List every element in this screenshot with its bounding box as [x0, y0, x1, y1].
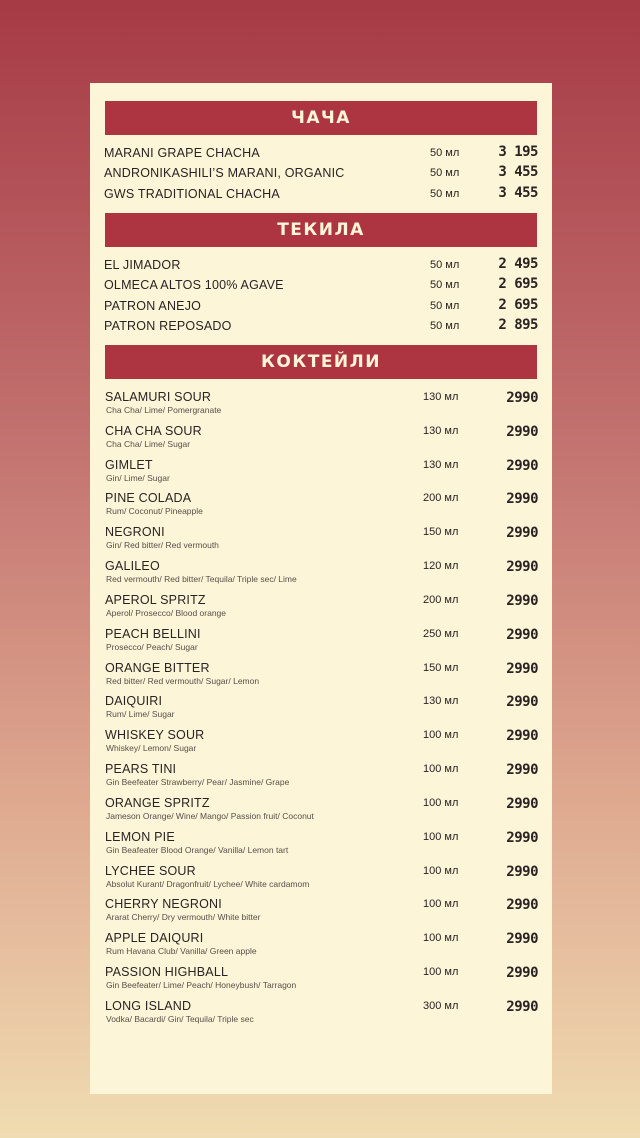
item-price: 2 895 [498, 317, 538, 333]
cocktail-name: APEROL SPRITZ [105, 593, 206, 607]
menu-item-row [104, 319, 538, 339]
menu-card [90, 83, 552, 1094]
item-volume: 50 мл [430, 279, 460, 291]
section-title-cocktails: КОКТЕЙЛИ [260, 352, 382, 372]
cocktail-ingredients: Gin/ Lime/ Sugar [106, 473, 170, 483]
cocktail-volume: 200 мл [423, 492, 459, 504]
cocktail-row [105, 762, 538, 792]
cocktail-ingredients: Jameson Orange/ Wine/ Mango/ Passion fruit/ Coconut [106, 811, 314, 821]
cocktail-name: LYCHEE SOUR [105, 864, 196, 878]
cocktail-ingredients: Whiskey/ Lemon/ Sugar [106, 743, 197, 753]
cocktail-name: GIMLET [105, 458, 153, 472]
cocktail-volume: 200 мл [423, 594, 459, 606]
cocktail-ingredients: Ararat Cherry/ Dry vermouth/ White bitter [106, 912, 261, 922]
cocktail-row [105, 999, 538, 1029]
cocktail-price: 2990 [506, 864, 538, 880]
cocktail-ingredients: Absolut Kurant/ Dragonfruit/ Lychee/ White cardamom [106, 879, 310, 889]
cocktail-volume: 130 мл [423, 459, 459, 471]
item-name: PATRON ANEJO [104, 299, 202, 313]
cocktail-volume: 300 мл [423, 1000, 459, 1012]
cocktail-name: ORANGE BITTER [105, 661, 210, 675]
cocktail-volume: 130 мл [423, 425, 459, 437]
cocktail-ingredients: Gin/ Red bitter/ Red vermouth [106, 540, 219, 550]
cocktail-volume: 130 мл [423, 391, 459, 403]
menu-item-row [104, 166, 538, 186]
cocktail-price: 2990 [506, 728, 538, 744]
cocktail-row [105, 390, 538, 420]
cocktail-price: 2990 [506, 559, 538, 575]
cocktail-name: PASSION HIGHBALL [105, 965, 229, 979]
cocktail-row [105, 491, 538, 521]
item-name: PATRON REPOSADO [104, 319, 232, 333]
cocktail-name: CHERRY NEGRONI [105, 897, 222, 911]
menu-item-row [104, 278, 538, 298]
cocktail-ingredients: Red bitter/ Red vermouth/ Sugar/ Lemon [106, 676, 260, 686]
cocktail-volume: 250 мл [423, 628, 459, 640]
cocktail-row [105, 694, 538, 724]
item-volume: 50 мл [430, 259, 460, 271]
cocktail-volume: 100 мл [423, 932, 459, 944]
cocktail-row [105, 627, 538, 657]
item-name: OLMECA ALTOS 100% AGAVE [104, 278, 284, 292]
cocktail-volume: 150 мл [423, 662, 459, 674]
cocktail-name: ORANGE SPRITZ [105, 796, 210, 810]
cocktail-price: 2990 [506, 999, 538, 1015]
section-title-chacha: ЧАЧА [291, 108, 351, 128]
item-volume: 50 мл [430, 300, 460, 312]
menu-item-row [104, 146, 538, 166]
item-name: ANDRONIKASHILI’S MARANI, ORGANIC [104, 166, 345, 180]
item-price: 3 455 [498, 185, 538, 201]
cocktail-row [105, 897, 538, 927]
cocktail-volume: 120 мл [423, 560, 459, 572]
menu-item-row [104, 187, 538, 207]
cocktail-row [105, 965, 538, 995]
cocktail-row [105, 830, 538, 860]
cocktail-price: 2990 [506, 661, 538, 677]
cocktail-price: 2990 [506, 458, 538, 474]
cocktail-name: PINE COLADA [105, 491, 192, 505]
cocktail-name: PEARS TINI [105, 762, 177, 776]
item-price: 2 495 [498, 256, 538, 272]
cocktail-row [105, 661, 538, 691]
cocktail-ingredients: Gin Beafeater Blood Orange/ Vanilla/ Lemon tart [106, 845, 289, 855]
item-price: 3 455 [498, 164, 538, 180]
cocktail-name: LEMON PIE [105, 830, 175, 844]
cocktail-price: 2990 [506, 931, 538, 947]
cocktail-ingredients: Cha Cha/ Lime/ Pomergranate [106, 405, 222, 415]
cocktail-row [105, 796, 538, 826]
cocktail-row [105, 864, 538, 894]
cocktail-row [105, 559, 538, 589]
cocktail-volume: 100 мл [423, 865, 459, 877]
item-volume: 50 мл [430, 167, 460, 179]
cocktail-name: NEGRONI [105, 525, 165, 539]
cocktail-volume: 150 мл [423, 526, 459, 538]
cocktail-ingredients: Rum/ Coconut/ Pineapple [106, 506, 203, 516]
menu-item-row [104, 258, 538, 278]
section-header-chacha [105, 101, 537, 135]
cocktail-ingredients: Vodka/ Bacardi/ Gin/ Tequila/ Triple sec [106, 1014, 254, 1024]
item-price: 2 695 [498, 276, 538, 292]
cocktail-ingredients: Rum/ Lime/ Sugar [106, 709, 175, 719]
cocktail-ingredients: Gin Beefeater Strawberry/ Pear/ Jasmine/ Grape [106, 777, 290, 787]
cocktail-volume: 130 мл [423, 695, 459, 707]
cocktail-volume: 100 мл [423, 729, 459, 741]
cocktail-price: 2990 [506, 525, 538, 541]
cocktail-row [105, 593, 538, 623]
cocktail-ingredients: Rum Havana Club/ Vanilla/ Green apple [106, 946, 257, 956]
cocktail-price: 2990 [506, 897, 538, 913]
cocktail-ingredients: Prosecco/ Peach/ Sugar [106, 642, 198, 652]
cocktail-volume: 100 мл [423, 797, 459, 809]
cocktail-name: LONG ISLAND [105, 999, 192, 1013]
cocktail-row [105, 931, 538, 961]
cocktail-row [105, 458, 538, 488]
cocktail-volume: 100 мл [423, 898, 459, 910]
section-header-tequila [105, 213, 537, 247]
cocktail-name: SALAMURI SOUR [105, 390, 212, 404]
cocktail-name: APPLE DAIQURI [105, 931, 204, 945]
cocktail-price: 2990 [506, 390, 538, 406]
cocktail-volume: 100 мл [423, 831, 459, 843]
cocktail-volume: 100 мл [423, 763, 459, 775]
item-volume: 50 мл [430, 147, 460, 159]
menu-item-row [104, 299, 538, 319]
cocktail-ingredients: Cha Cha/ Lime/ Sugar [106, 439, 191, 449]
cocktail-row [105, 728, 538, 758]
cocktail-ingredients: Aperol/ Prosecco/ Blood orange [106, 608, 227, 618]
item-price: 3 195 [498, 144, 538, 160]
item-volume: 50 мл [430, 188, 460, 200]
item-name: MARANI GRAPE CHACHA [104, 146, 260, 160]
cocktail-ingredients: Red vermouth/ Red bitter/ Tequila/ Triple sec/ Lime [106, 574, 297, 584]
cocktail-name: PEACH BELLINI [105, 627, 201, 641]
cocktail-price: 2990 [506, 593, 538, 609]
item-price: 2 695 [498, 297, 538, 313]
cocktail-price: 2990 [506, 965, 538, 981]
cocktail-price: 2990 [506, 830, 538, 846]
item-name: EL JIMADOR [104, 258, 181, 272]
cocktail-price: 2990 [506, 627, 538, 643]
cocktail-volume: 100 мл [423, 966, 459, 978]
cocktail-price: 2990 [506, 491, 538, 507]
item-volume: 50 мл [430, 320, 460, 332]
section-header-cocktails [105, 345, 537, 379]
cocktail-price: 2990 [506, 694, 538, 710]
cocktail-name: GALILEO [105, 559, 160, 573]
cocktail-name: DAIQUIRI [105, 694, 163, 708]
cocktail-price: 2990 [506, 424, 538, 440]
cocktail-name: CHA CHA SOUR [105, 424, 202, 438]
cocktail-name: WHISKEY SOUR [105, 728, 205, 742]
cocktail-price: 2990 [506, 796, 538, 812]
cocktail-row [105, 424, 538, 454]
item-name: GWS TRADITIONAL CHACHA [104, 187, 280, 201]
section-title-tequila: ТЕКИЛА [277, 220, 365, 240]
cocktail-price: 2990 [506, 762, 538, 778]
cocktail-ingredients: Gin Beefeater/ Lime/ Peach/ Honeybush/ Tarragon [106, 980, 297, 990]
cocktail-row [105, 525, 538, 555]
